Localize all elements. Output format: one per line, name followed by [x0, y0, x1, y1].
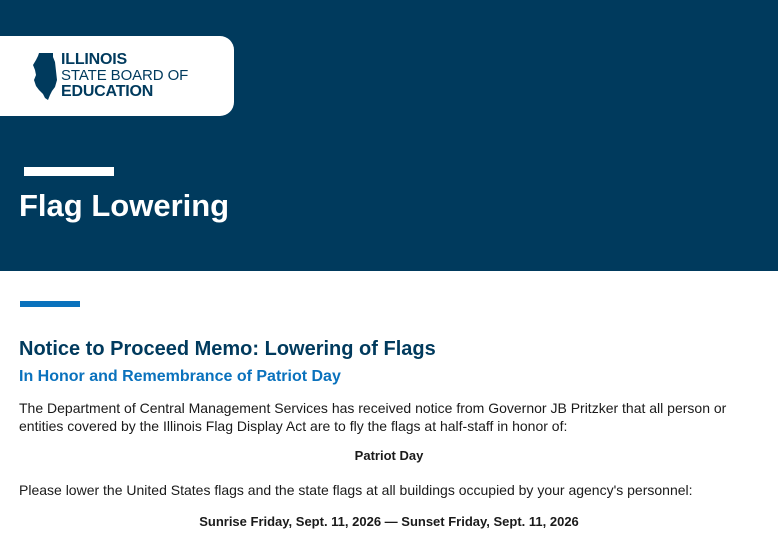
memo-honoree: Patriot Day	[354, 448, 424, 463]
logo[interactable]	[0, 36, 234, 116]
memo-subtitle: In Honor and Remembrance of Patriot Day	[19, 368, 341, 385]
memo-lowering-period: Sunrise Friday, Sept. 11, 2026 — Sunset Friday, Sept. 11, 2026	[199, 514, 579, 529]
hero-banner	[0, 0, 778, 271]
section-accent-rule	[20, 301, 80, 307]
memo-paragraph-instructions: Please lower the United States flags and the state flags at all buildings occupied by your agency's personnel:	[19, 482, 693, 498]
page-title: Flag Lowering	[19, 188, 230, 223]
logo-wordmark	[61, 52, 188, 100]
memo-title: Notice to Proceed Memo: Lowering of Flags	[19, 338, 436, 360]
memo-paragraph-notice: The Department of Central Management Services has received notice from Governor JB Pritzker that all person or entities covered by the Illinois Flag Display Act are to fly the flags at half-staff in honor of:	[19, 400, 727, 434]
hero-title-rule	[24, 167, 114, 176]
illinois-state-shape-icon	[33, 53, 59, 100]
logo-line-education: EDUCATION	[61, 83, 154, 100]
logo-line-illinois: ILLINOIS	[61, 51, 127, 68]
logo-line-state-board: STATE BOARD OF	[61, 67, 189, 84]
